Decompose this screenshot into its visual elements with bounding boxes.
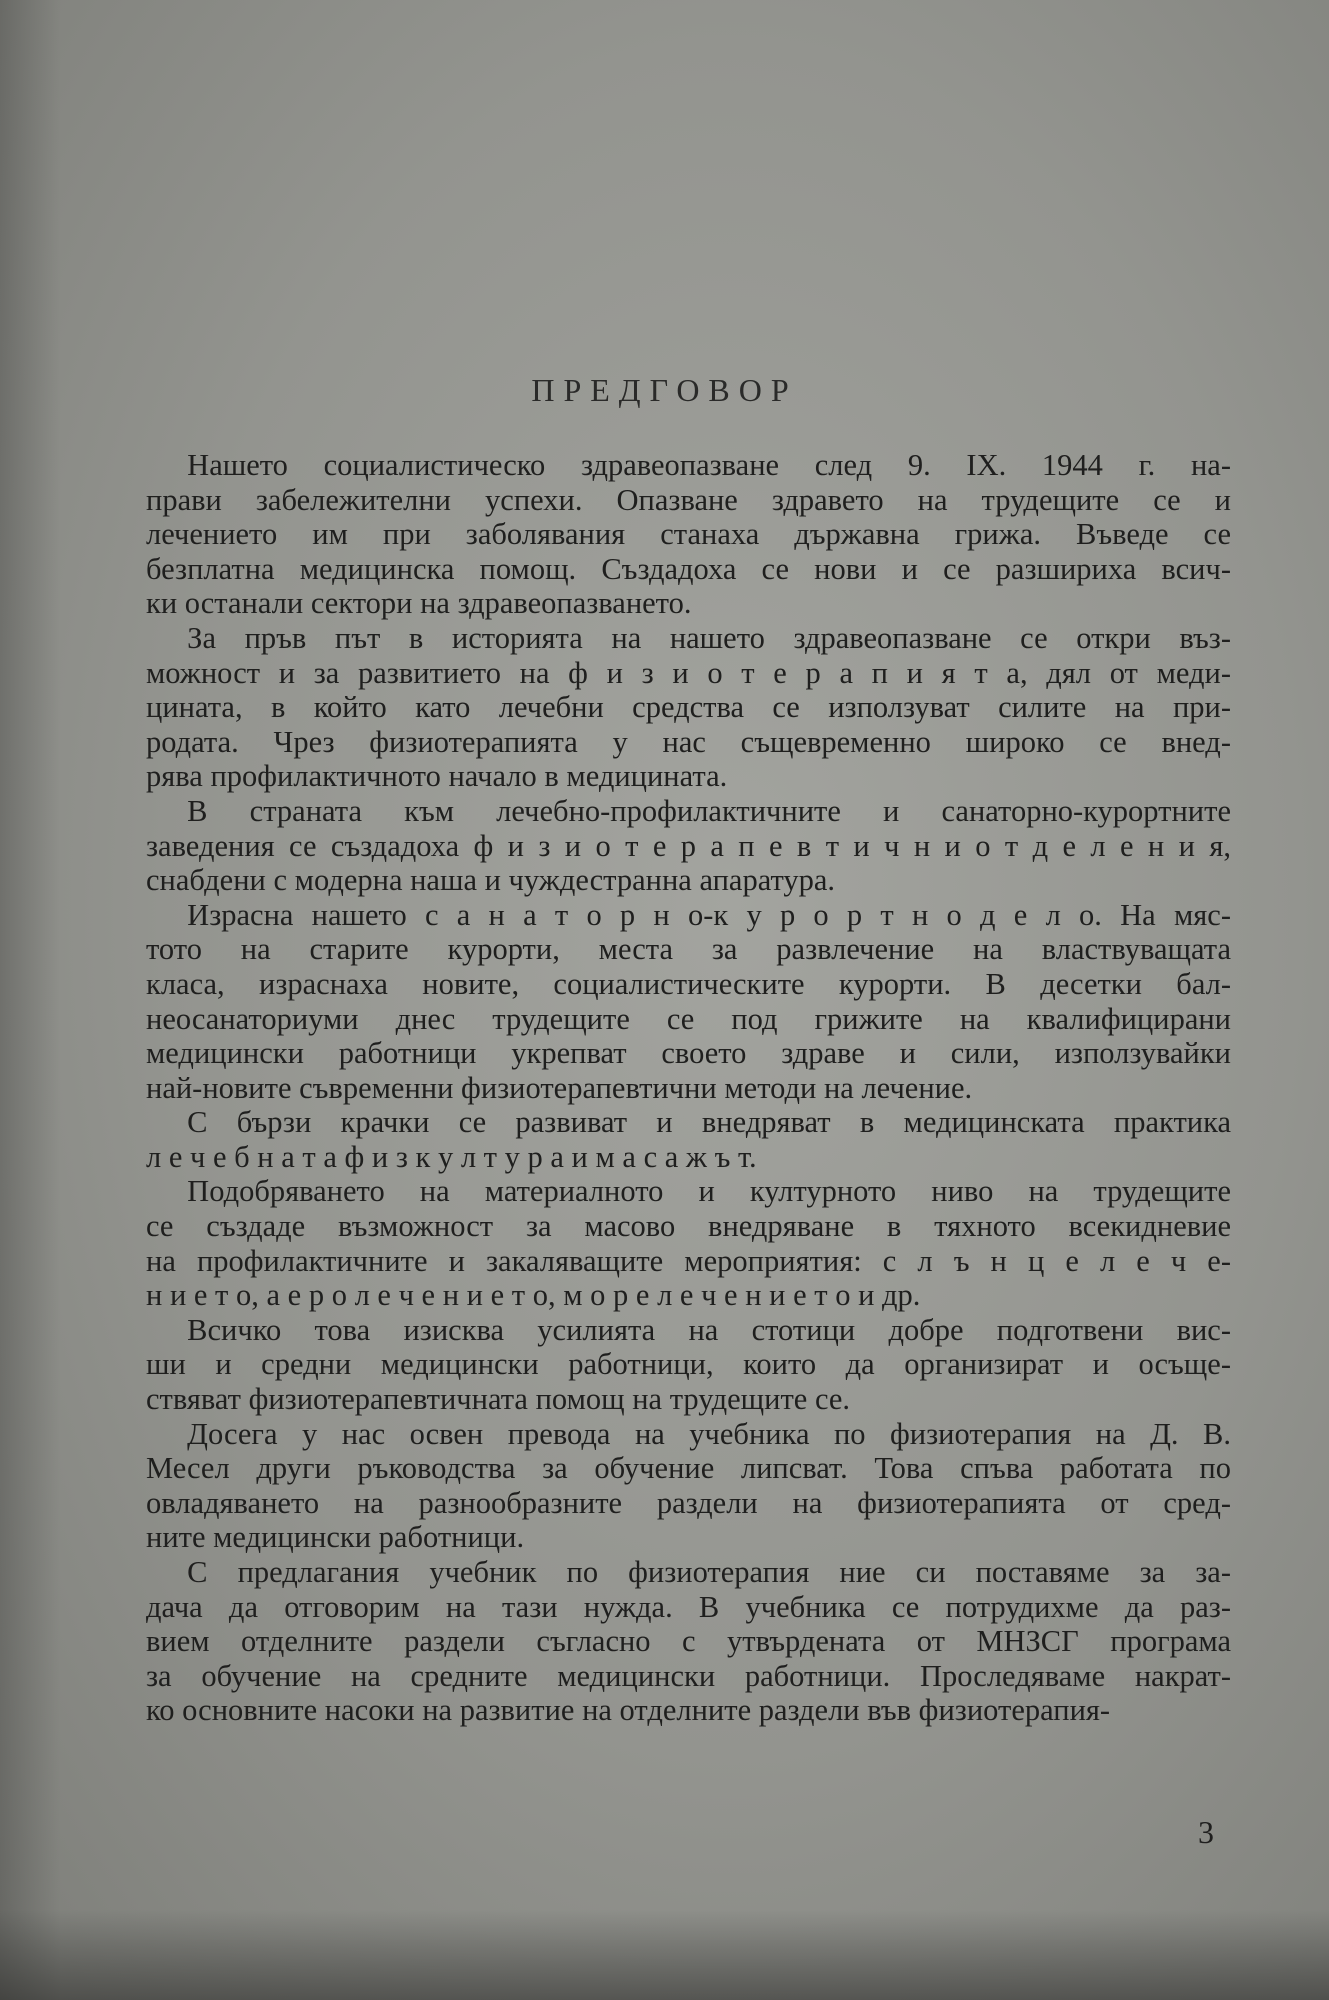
text-line: на профилактичните и закаляващите мероприятия: с л ъ н ц е л е ч е- bbox=[146, 1243, 1231, 1278]
paragraph bbox=[146, 1417, 1231, 1555]
paragraph bbox=[146, 1555, 1231, 1728]
text-line: ки останали сектори на здравеопазването. bbox=[146, 586, 692, 621]
text-line: В страната към лечебно-профилактичните и санаторно-курортните bbox=[187, 793, 1231, 828]
text-line: дача да отговорим на тази нужда. В учебника се потрудихме да раз- bbox=[146, 1589, 1231, 1624]
page-number: 3 bbox=[1198, 1814, 1214, 1850]
text-line: тото на старите курорти, места за развлечение на властвуващата bbox=[146, 932, 1231, 967]
text-line: За пръв път в историята на нашето здравеопазване се откри въз- bbox=[187, 620, 1231, 655]
text-line: най-новите съвременни физиотерапевтични методи на лечение. bbox=[146, 1070, 973, 1105]
page-edge-shadow bbox=[0, 0, 60, 2000]
text-line: н и е т о, а е р о л е ч е н и е т о, м о р е л е ч е н и е т о и др. bbox=[146, 1278, 921, 1313]
paragraph bbox=[146, 1105, 1231, 1174]
text-line: Нашето социалистическо здравеопазване след 9. IX. 1944 г. на- bbox=[187, 448, 1231, 482]
text-line: Подобряването на материалното и културното ниво на трудещите bbox=[187, 1174, 1231, 1209]
text-line: ши и средни медицински работници, които да организират и осъще- bbox=[146, 1347, 1231, 1382]
text-line: се създаде възможност за масово внедряване в тяхното всекидневие bbox=[146, 1209, 1231, 1244]
paragraph bbox=[146, 898, 1231, 1106]
paragraph bbox=[146, 794, 1231, 898]
page-title: ПРЕДГОВОР bbox=[531, 372, 798, 408]
paragraph bbox=[146, 1174, 1231, 1312]
text-line: ко основните насоки на развитие на отделните раздели във физиотерапия- bbox=[146, 1693, 1111, 1728]
paragraph bbox=[146, 1313, 1231, 1417]
text-line: Израсна нашето с а н а т о р н о-к у р о р т н о д е л о. На мяс- bbox=[187, 897, 1231, 932]
page-bottom-shadow bbox=[0, 1910, 1329, 2000]
text-line: вием отделните раздели съгласно с утвърдената от МНЗСГ програма bbox=[146, 1624, 1231, 1659]
paragraph bbox=[146, 448, 1231, 621]
text-line: ствяват физиотерапевтичната помощ на трудещите се. bbox=[146, 1382, 851, 1417]
text-line: родата. Чрез физиотерапията у нас същевременно широко се внед- bbox=[146, 724, 1231, 759]
text-line: л е ч е б н а т а ф и з к у л т у р а и м а с а ж ъ т. bbox=[146, 1139, 757, 1174]
preface-body bbox=[146, 448, 1231, 1728]
text-line: цината, в който като лечебни средства се използуват силите на при- bbox=[146, 690, 1231, 725]
text-line: за обучение на средните медицински работници. Проследяваме накрат- bbox=[146, 1658, 1231, 1693]
text-line: ните медицински работници. bbox=[146, 1520, 525, 1555]
text-line: лечението им при заболявания станаха държавна грижа. Въведе се bbox=[146, 517, 1231, 552]
text-line: Досега у нас освен превода на учебника по физиотерапия на Д. В. bbox=[187, 1416, 1231, 1451]
text-line: рява профилактичното начало в медицината. bbox=[146, 759, 728, 794]
text-line: медицински работници укрепват своето здраве и сили, използувайки bbox=[146, 1036, 1231, 1071]
text-line: заведения се създадоха ф и з и о т е р а п е в т и ч н и о т д е л е н и я, bbox=[146, 828, 1231, 863]
text-line: Месел други ръководства за обучение липсват. Това спъва работата по bbox=[146, 1451, 1231, 1486]
text-line: С бързи крачки се развиват и внедряват в медицинската практика bbox=[187, 1105, 1231, 1140]
text-line: неосанаториуми днес трудещите се под грижите на квалифицирани bbox=[146, 1001, 1231, 1036]
text-line: можност и за развитието на ф и з и о т е р а п и я т а, дял от меди- bbox=[146, 655, 1231, 690]
text-line: безплатна медицинска помощ. Създадоха се нови и се разшириха всич- bbox=[146, 551, 1231, 586]
text-line: прави забележителни успехи. Опазване здравето на трудещите се и bbox=[146, 482, 1231, 517]
text-line: класа, израснаха новите, социалистическите курорти. В десетки бал- bbox=[146, 966, 1231, 1001]
paragraph bbox=[146, 621, 1231, 794]
text-line: Всичко това изисква усилията на стотици добре подготвени вис- bbox=[187, 1312, 1231, 1347]
text-line: С предлагания учебник по физиотерапия ние си поставяме за за- bbox=[187, 1555, 1231, 1589]
text-line: снабдени с модерна наша и чуждестранна апаратура. bbox=[146, 863, 836, 898]
text-line: овладяването на разнообразните раздели на физиотерапията от сред- bbox=[146, 1485, 1231, 1520]
